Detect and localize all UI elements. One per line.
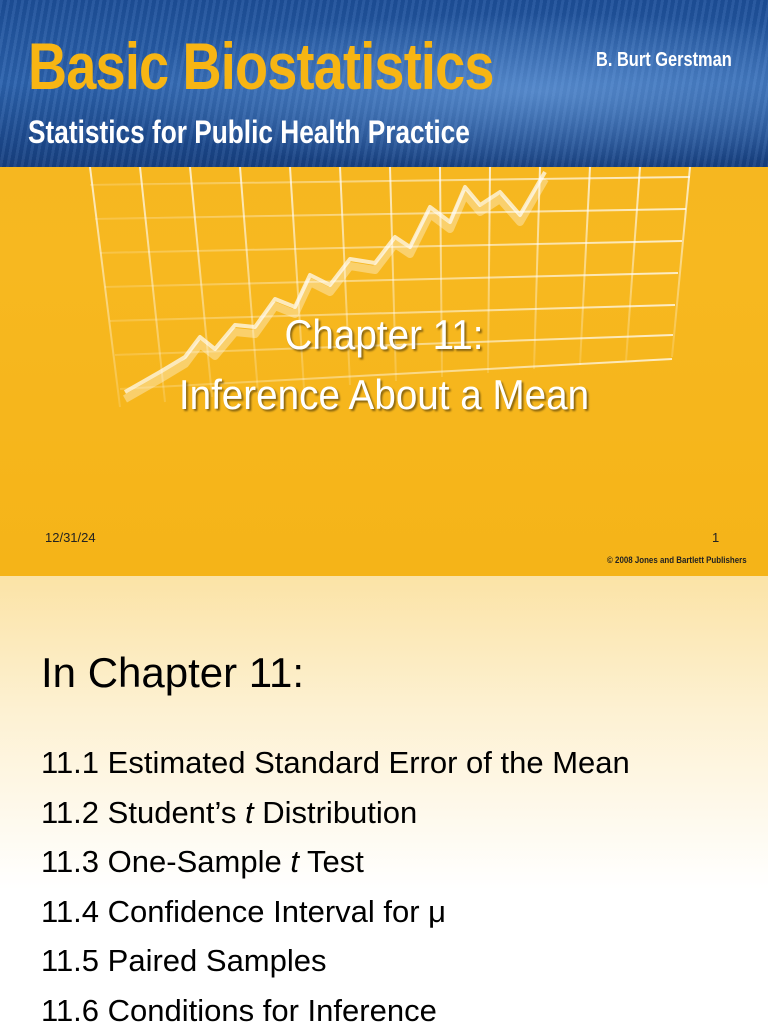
section-item bbox=[41, 738, 630, 788]
section-number: 11.2 bbox=[41, 795, 99, 830]
section-italic: t bbox=[245, 795, 254, 830]
section-text-end: Test bbox=[299, 844, 364, 879]
section-number: 11.6 bbox=[41, 993, 99, 1028]
slide-number: 1 bbox=[712, 530, 719, 545]
section-italic: t bbox=[290, 844, 299, 879]
section-text-end: Distribution bbox=[254, 795, 418, 830]
book-author: B. Burt Gerstman bbox=[596, 48, 732, 72]
contents-heading: In Chapter 11: bbox=[41, 648, 304, 698]
section-number: 11.3 bbox=[41, 844, 99, 879]
book-title: Basic Biostatistics bbox=[28, 30, 494, 102]
section-number: 11.1 bbox=[41, 745, 99, 780]
contents-slide bbox=[0, 576, 768, 1024]
section-item bbox=[41, 887, 630, 937]
section-item bbox=[41, 936, 630, 986]
slide-date: 12/31/24 bbox=[45, 530, 96, 545]
book-cover-banner bbox=[0, 0, 768, 167]
section-number: 11.5 bbox=[41, 943, 99, 978]
section-item bbox=[41, 788, 630, 838]
section-list bbox=[41, 738, 630, 1035]
copyright-notice: © 2008 Jones and Bartlett Publishers bbox=[607, 555, 747, 565]
section-text: Student’s bbox=[108, 795, 245, 830]
section-item bbox=[41, 837, 630, 887]
section-text: Estimated Standard Error of the Mean bbox=[108, 745, 630, 780]
section-text: Conditions for Inference bbox=[108, 993, 437, 1028]
section-text: Paired Samples bbox=[108, 943, 327, 978]
chapter-name: Inference About a Mean bbox=[31, 365, 738, 425]
book-subtitle: Statistics for Public Health Practice bbox=[28, 114, 470, 150]
chapter-title bbox=[31, 305, 738, 425]
chapter-number: Chapter 11: bbox=[31, 305, 738, 365]
section-text: Confidence Interval for μ bbox=[108, 894, 446, 929]
section-text: One-Sample bbox=[108, 844, 291, 879]
section-item bbox=[41, 986, 630, 1035]
section-number: 11.4 bbox=[41, 894, 99, 929]
